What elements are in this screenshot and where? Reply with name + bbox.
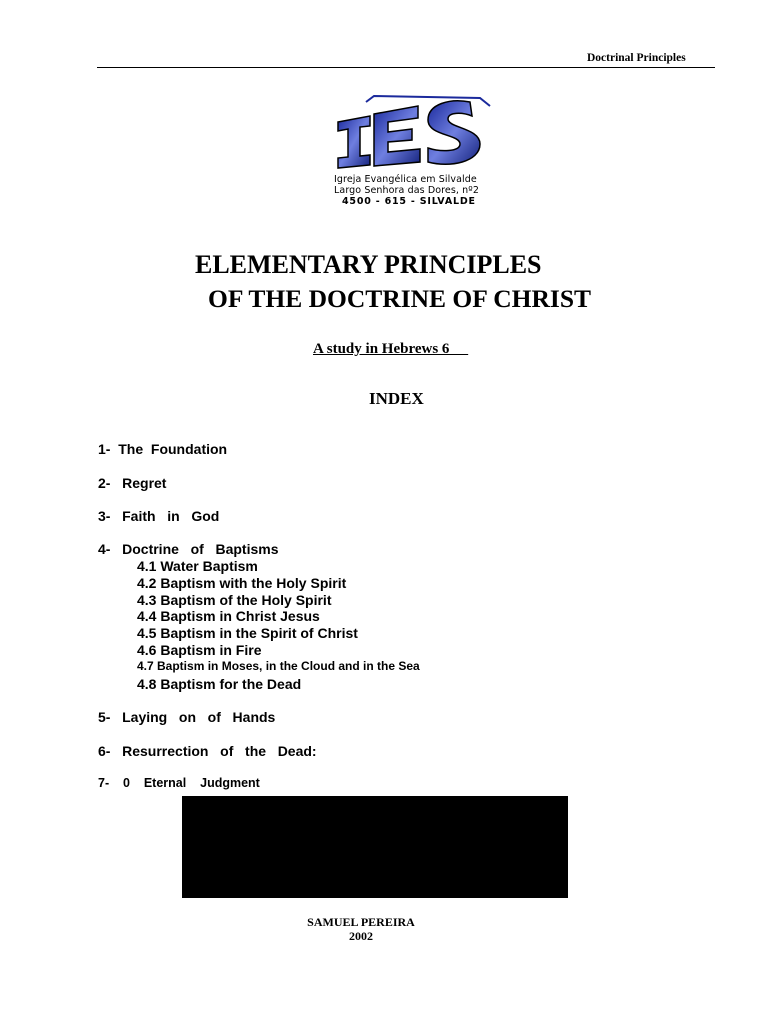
logo-line-2: Largo Senhora das Dores, nº2 [334,185,480,196]
index-item-4: 4- Doctrine of Baptisms [98,541,279,557]
index-item-2: 2- Regret [98,475,167,491]
header-rule [97,67,715,68]
logo-line-3: 4500 - 615 - SILVALDE [342,196,476,207]
redaction-block [182,796,568,898]
index-heading: INDEX [369,389,424,408]
document-subtitle: A study in Hebrews 6 [313,341,469,357]
baptism-item-4-6: 4.6 Baptism in Fire [137,642,262,658]
baptism-item-4-5: 4.5 Baptism in the Spirit of Christ [137,625,358,641]
logo-line-1: Igreja Evangélica em Silvalde [334,174,477,185]
running-header: Doctrinal Principles [587,52,686,64]
publication-year: 2002 [349,929,373,943]
document-title-line-1: ELEMENTARY PRINCIPLES [195,250,542,279]
index-item-5: 5- Laying on of Hands [98,709,276,725]
logo-address [334,174,479,207]
index-item-7: 7- 0 Eternal Judgment [98,776,260,790]
baptism-item-4-2: 4.2 Baptism with the Holy Spirit [137,575,347,591]
author-name: SAMUEL PEREIRA [307,915,415,929]
baptism-item-4-8: 4.8 Baptism for the Dead [137,676,302,692]
document-title-line-2: OF THE DOCTRINE OF CHRIST [208,284,592,313]
baptism-item-4-1: 4.1 Water Baptism [137,558,258,574]
baptism-item-4-4: 4.4 Baptism in Christ Jesus [137,608,320,624]
index-item-3: 3- Faith in God [98,508,220,524]
index-item-6: 6- Resurrection of the Dead: [98,743,317,759]
index-item-1: 1- The Foundation [98,441,228,457]
baptism-item-4-7: 4.7 Baptism in Moses, in the Cloud and in the Sea [137,659,420,673]
baptism-item-4-3: 4.3 Baptism of the Holy Spirit [137,592,332,608]
